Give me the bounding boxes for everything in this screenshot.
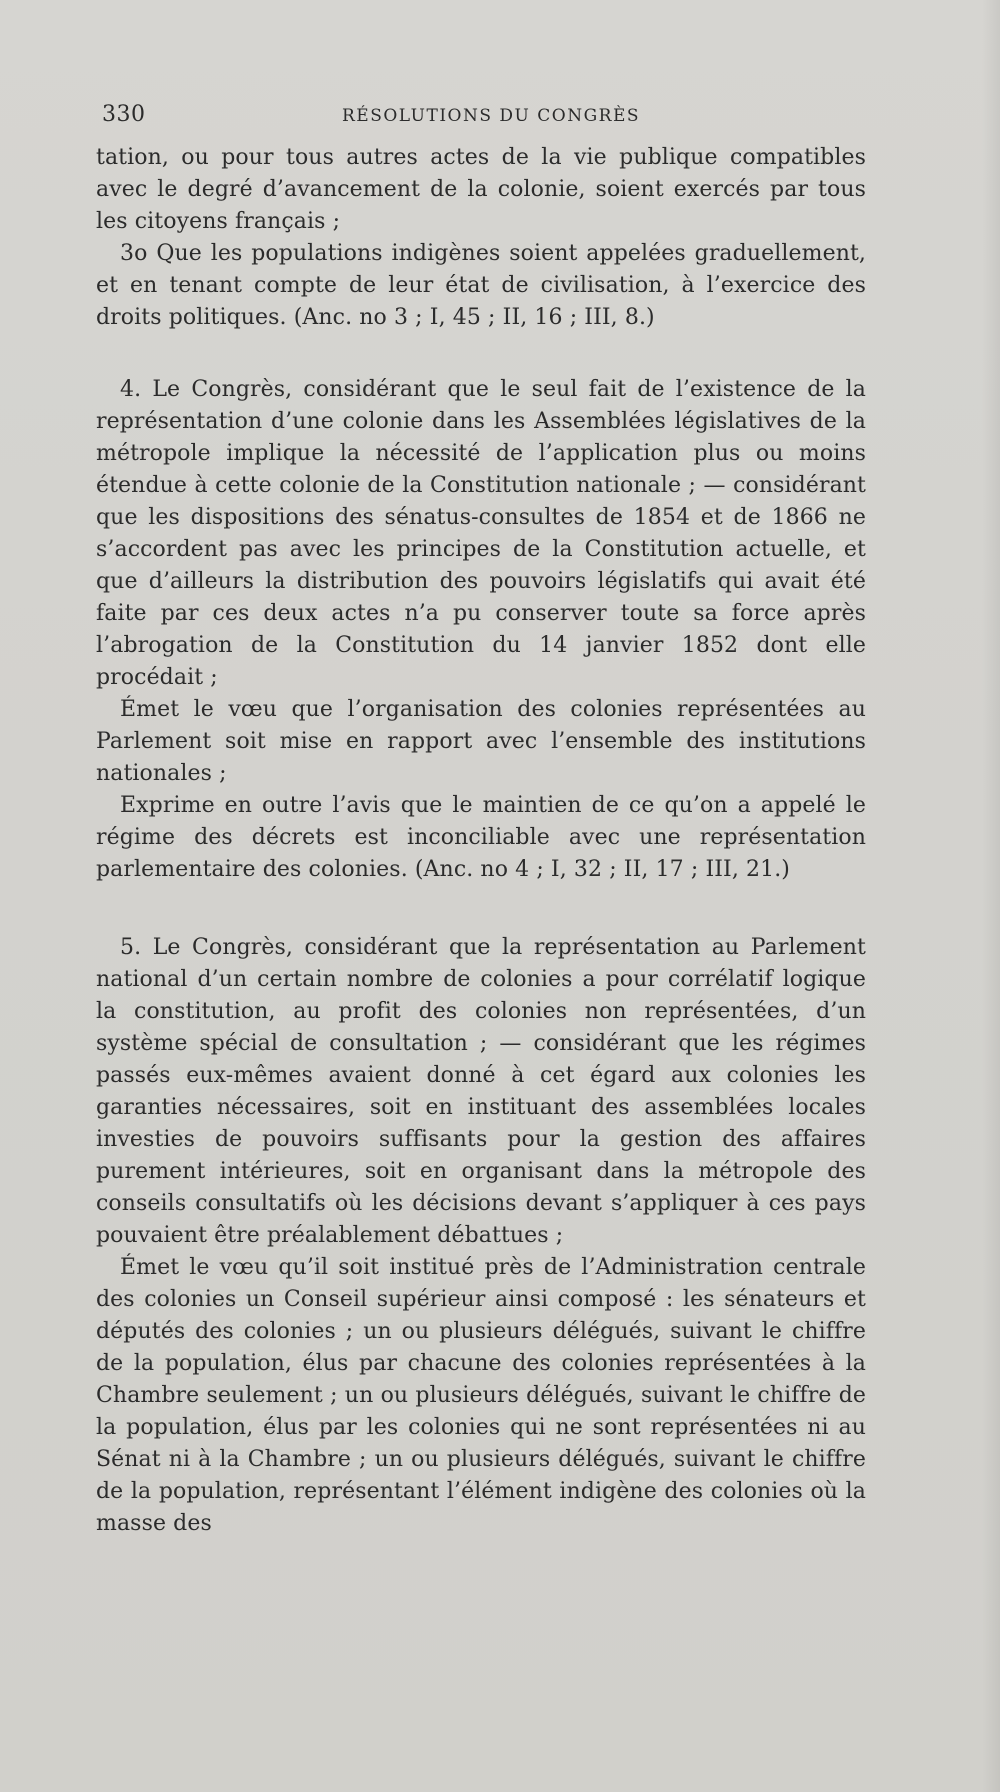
- paragraph-resolution-5: 5. Le Congrès, considérant que la représentation au Parlement national d’un certain nombre de colonies a pour corrélatif logique la constitution, au profit des colonies non représentées, d’un système spécial de consultation ; — considérant que les régimes passés eux-mêmes avaient donné à cet égard aux colonies les garanties nécessaires, soit en instituant des assemblées locales investies de pouvoirs suffisants pour la gestion des affaires purement intérieures, soit en organisant dans la métropole des conseils consultatifs où les décisions devant s’appliquer à ces pays pouvaient être préalablement débattues ;: [96, 935, 866, 1248]
- paragraph-item-3: 3o Que les populations indigènes soient appelées graduellement, et en tenant compte de leur état de civilisation, à l’exercice des droits politiques. (Anc. no 3 ; I, 45 ; II, 16 ; III, 8.): [96, 241, 866, 330]
- paragraph-continuation: tation, ou pour tous autres actes de la vie publique compatibles avec le degré d’avancement de la colonie, soient exercés par tous les citoyens français ;: [96, 145, 866, 234]
- page-header: [102, 102, 862, 132]
- page-edge-shadow: [982, 0, 1000, 1792]
- running-head: RÉSOLUTIONS DU CONGRÈS: [342, 106, 641, 126]
- paragraph-exprime: Exprime en outre l’avis que le maintien de ce qu’on a appelé le régime des décrets est inconciliable avec une représentation parlementaire des colonies. (Anc. no 4 ; I, 32 ; II, 17 ; III, 21.): [96, 793, 866, 882]
- body-text: [96, 142, 866, 1540]
- page-number: 330: [102, 102, 146, 127]
- paragraph-emet-conseil: Émet le vœu qu’il soit institué près de l’Administration centrale des colonies un Conseil supérieur ainsi composé : les sénateurs et députés des colonies ; un ou plusieurs délégués, suivant le chiffre de la population, élus par chacune des colonies représentées à la Chambre seulement ; un ou plusieurs délégués, suivant le chiffre de la population, élus par les colonies qui ne sont représentées ni au Sénat ni à la Chambre ; un ou plusieurs délégués, suivant le chiffre de la population, représentant l’élément indigène des colonies où la masse des: [96, 1255, 866, 1536]
- paragraph-resolution-4: 4. Le Congrès, considérant que le seul fait de l’existence de la représentation d’une colonie dans les Assemblées législatives de la métropole implique la nécessité de l’application plus ou moins étendue à cette colonie de la Constitution nationale ; — considérant que les dispositions des sénatus-consultes de 1854 et de 1866 ne s’accordent pas avec les principes de la Constitution actuelle, et que d’ailleurs la distribution des pouvoirs législatifs qui avait été faite par ces deux actes n’a pu conserver toute sa force après l’abrogation de la Constitution du 14 janvier 1852 dont elle procédait ;: [96, 377, 866, 690]
- paragraph-emet-le-voeu: Émet le vœu que l’organisation des colonies représentées au Parlement soit mise en rapport avec l’ensemble des institutions nationales ;: [96, 697, 866, 786]
